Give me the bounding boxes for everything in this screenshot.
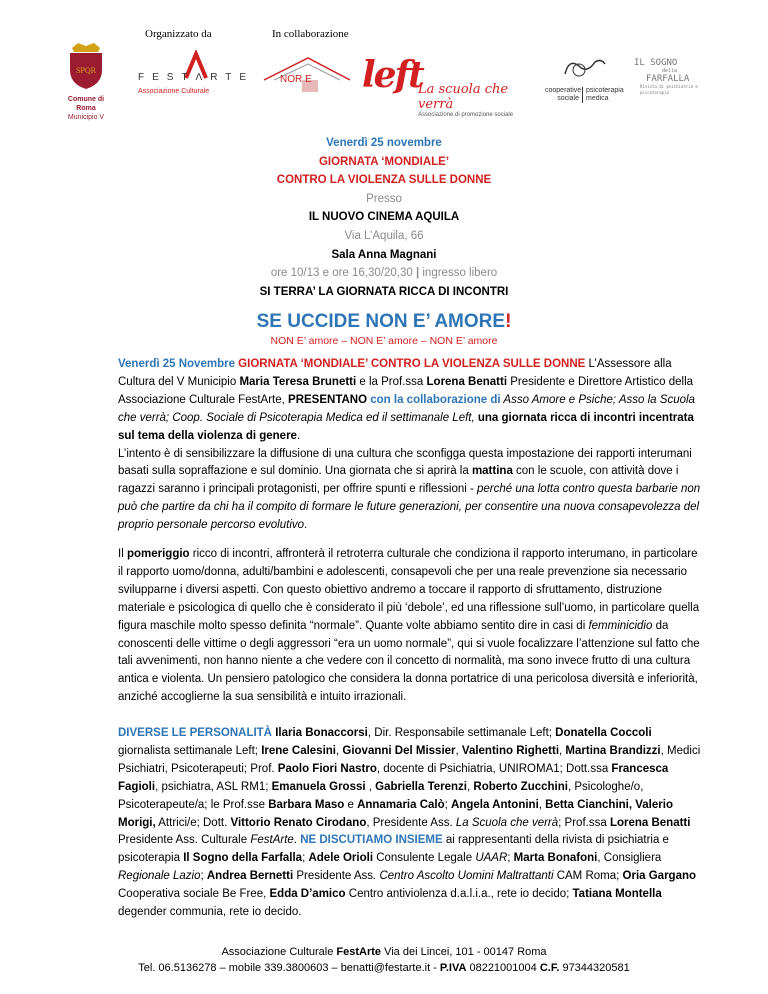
- p2-text: da conoscenti delle vittime o degli aggressori “era un uomo normale”, qui si vuole focalizzare l’attenzione sul fatto che tali avvenimenti, non hanno niente a che vedere con il concetto di normalità, ma sono invece frutto di una cultura antica e violenta. Un pensiero patologico che considera la donna portatrice di una pericolosa diversità e inferiorità, anziché accoglierne la sua sensibilità e intuito irrazionali.: [118, 619, 700, 704]
- p1-collab: con la collaborazione di: [367, 393, 501, 406]
- p3-text: Cooperativa sociale Be Free,: [118, 888, 270, 901]
- event-sep: |: [412, 267, 423, 280]
- footer-address: Via dei Lincei, 101 - 00147 Roma: [381, 946, 547, 958]
- organized-by-label: Organizzato da: [145, 28, 212, 40]
- p3-org: . Centro Ascolto Uomini Maltrattanti: [373, 870, 554, 883]
- p3-text: degender communia, rete io decido.: [118, 906, 302, 919]
- logo-row: [0, 40, 768, 121]
- p1-text: L’intento è di sensibilizzare la diffusione di una cultura che sconfigga questa impostazione dei rapporti interumani basati sulla sopraffazione e sul dominio. Una giornata che si aprirà la: [118, 447, 692, 478]
- p3-text: , psichiatra, ASL RM1;: [155, 780, 272, 793]
- p3-name: Oria Gargano: [622, 870, 697, 883]
- p3-text: CAM Roma;: [553, 870, 623, 883]
- event-hours-line: [0, 264, 768, 283]
- p1-name-benatti: Lorena Benatti: [426, 375, 508, 388]
- p2-femminicidio: femminicidio: [588, 619, 653, 632]
- p3-text: , Psicologhe/o, Psicoterapeute/a; le Prof.sse: [118, 780, 644, 811]
- p3-org: Il Sogno della Farfalla: [183, 852, 303, 865]
- p1-quote: perché una lotta contro questa barbarie non può che partire da chi ha il compito di formare le future generazioni, per consentire una nuova consapevolezza del proprio personale percorso evolutivo: [118, 483, 701, 532]
- rome-shield-icon: [58, 40, 114, 90]
- p3-text: Centro antiviolenza d.a.l.i.a., rete io decido;: [345, 888, 573, 901]
- left-logo: left: [362, 54, 423, 96]
- p3-name: Valentino Righetti: [461, 744, 560, 757]
- event-day-note: SI TERRA’ LA GIORNATA RICCA DI INCONTRI: [259, 285, 509, 298]
- comune-line2: Municipio V: [67, 114, 105, 121]
- p3-org: Regionale Lazio: [118, 870, 201, 883]
- event-headline: [0, 311, 768, 333]
- scuola-logo: [418, 82, 542, 118]
- p1-mattina: mattina: [471, 465, 513, 478]
- footer-piva: 08221001004: [466, 962, 540, 974]
- p3-text: ,: [538, 798, 546, 811]
- p3-name: Donatella Coccoli: [555, 727, 652, 739]
- p3-text: ;: [302, 852, 309, 865]
- event-title-1: GIORNATA ‘MONDIALE’: [318, 155, 450, 168]
- afternoon-paragraph: [118, 546, 702, 707]
- p1-presentano: PRESENTANO: [288, 393, 368, 406]
- p3-text: ;: [444, 798, 452, 811]
- p3-text: e: [344, 798, 358, 811]
- p3-name: Edda D’amico: [269, 888, 346, 901]
- p3-name: Irene Calesini: [261, 744, 336, 757]
- p3-text: ai rappresentanti della rivista di psichiatria e psicoterapia: [118, 834, 669, 865]
- shield-text: SPQR: [75, 66, 97, 75]
- event-venue: IL NUOVO CINEMA AQUILA: [308, 211, 460, 224]
- sogno-line1: IL SOGNO: [634, 58, 678, 68]
- p3-name: Andrea Bernetti: [206, 870, 294, 883]
- nore-logo: [262, 54, 352, 98]
- p3-name: Ilaria Bonaccorsi: [272, 727, 368, 739]
- footer-cf: 97344320581: [559, 962, 630, 974]
- intro-paragraph: [118, 356, 702, 535]
- nore-text: NOR E: [280, 74, 312, 85]
- p3-name: Vittorio Renato Cirodano: [230, 816, 367, 829]
- p3-text: ;: [200, 870, 207, 883]
- sogno-line3: FARFALLA: [646, 74, 690, 84]
- scuola-title: La scuola che verrà: [418, 82, 509, 112]
- p3-text: ,: [467, 780, 474, 793]
- event-date: Venerdì 25 novembre: [326, 137, 442, 149]
- p1-partners: Asso Amore e Psiche; Asso la Scuola che verrà; Coop. Sociale di Psicoterapia Medica ed il settimanale Left,: [118, 393, 695, 424]
- p1-text: L’Assessore alla Cultura del V Municipio: [118, 358, 672, 388]
- p3-name: Betta Cianchini, Valerio Morigi,: [118, 798, 673, 829]
- p3-text: ; Prof.ssa: [558, 816, 610, 829]
- p3-name: Paolo Fiori Nastro: [277, 762, 377, 775]
- p3-text: .: [293, 834, 301, 847]
- event-header: [0, 134, 768, 349]
- p1-date: Venerdì 25 Novembre: [118, 358, 235, 370]
- p3-name: Francesca Fagioli: [118, 762, 669, 793]
- collaboration-label: In collaborazione: [272, 28, 349, 40]
- p3-name: Giovanni Del Missier: [342, 744, 456, 757]
- footer-line-1: [0, 944, 768, 960]
- p3-name: Lorena Benatti: [609, 816, 691, 829]
- event-room: Sala Anna Magnani: [331, 248, 437, 261]
- p3-org: La Scuola che verrà: [455, 816, 559, 829]
- event-presso: Presso: [366, 192, 402, 205]
- footer-line-2: [0, 960, 768, 976]
- p1-title: GIORNATA ‘MONDIALE’ CONTRO LA VIOLENZA SULLE DONNE: [234, 358, 586, 370]
- sogno-line2: della: [662, 68, 678, 74]
- p3-name: Roberto Zucchini: [473, 780, 568, 793]
- event-title-2: CONTRO LA VIOLENZA SULLE DONNE: [276, 174, 492, 187]
- festarte-logo: [138, 50, 255, 95]
- p3-text: ,: [336, 744, 343, 757]
- scuola-sub: Associazione di promozione sociale: [418, 112, 514, 118]
- p3-org: UAAR: [475, 852, 508, 865]
- coop-swirl-icon: [545, 56, 623, 82]
- event-entry: ingresso libero: [422, 267, 498, 280]
- p3-name: Marta Bonafoni: [513, 852, 598, 865]
- event-hours: ore 10/13 e ore 16,30/20,30: [270, 267, 413, 280]
- p3-name: Emanuela Grossi: [271, 780, 366, 793]
- p1-name-brunetti: Maria Teresa Brunetti: [239, 375, 357, 388]
- p3-discuss-heading: NE DISCUTIAMO INSIEME: [300, 834, 443, 847]
- headline-text: SE UCCIDE NON E’ AMORE: [256, 311, 506, 333]
- p3-text: ,: [365, 780, 376, 793]
- p3-name: Martina Brandizzi: [565, 744, 661, 757]
- headline-mark: !: [505, 311, 512, 333]
- p1-text: Presidente e Direttore Artistico della Associazione Culturale FestArte,: [118, 375, 694, 406]
- sogno-sub: Rivista di psichiatria e psicoterapia: [640, 84, 698, 95]
- coop-logo: [545, 56, 623, 103]
- p3-org: FestArte: [250, 834, 294, 847]
- p3-name: Tatiana Montella: [572, 888, 662, 901]
- footer-contacts: Tel. 06.5136278 – mobile 339.3800603 – benatti@festarte.it -: [138, 962, 440, 974]
- p3-text: , Dir. Responsabile settimanale Left;: [367, 727, 556, 739]
- coop-left: cooperative sociale: [545, 87, 582, 102]
- p3-heading: DIVERSE LE PERSONALITÀ: [118, 727, 272, 739]
- p3-text: Presidente Ass: [293, 870, 374, 883]
- speakers-paragraph: [118, 725, 702, 922]
- p3-name: Annamaria Calò: [357, 798, 445, 811]
- p3-text: Consulente Legale: [373, 852, 476, 865]
- p1-text: e la Prof.ssa: [356, 375, 427, 388]
- p3-text: ,: [559, 744, 566, 757]
- p3-text: giornalista settimanale Left;: [118, 744, 262, 757]
- p3-text: , docente di Psichiatria, UNIROMA1; Dott.ssa: [376, 762, 612, 775]
- p3-text: Presidente Ass. Culturale: [118, 834, 251, 847]
- footer-piva-label: P.IVA: [439, 962, 467, 974]
- event-slogan: NON E’ amore – NON E’ amore – NON E’ amore: [270, 335, 498, 348]
- p1-text: con le scuole, con attività dove i ragazzi saranno i principali protagonisti, per offrire spunti e riflessioni -: [118, 465, 679, 496]
- event-address: Via L’Aquila, 66: [344, 229, 424, 242]
- p1-text: .: [304, 519, 308, 532]
- p3-name: Gabriella Terenzi: [375, 780, 467, 793]
- p3-name: Barbara Maso: [268, 798, 345, 811]
- comune-line1: Comune di Roma: [67, 96, 105, 112]
- p3-text: , Medici Psichiatri, Psicoterapeuti; Prof.: [118, 744, 701, 775]
- comune-roma-logo: [58, 40, 114, 122]
- p3-text: ,: [455, 744, 462, 757]
- p3-text: , Presidente Ass.: [366, 816, 456, 829]
- footer-cf-label: C.F.: [539, 962, 560, 974]
- festarte-name: FESTΛRTE: [138, 72, 255, 83]
- coop-right: psicoterapia medica: [586, 87, 624, 102]
- footer: [0, 944, 768, 976]
- footer-text: Associazione Culturale: [221, 946, 337, 958]
- p3-name: Adele Orioli: [308, 852, 374, 865]
- sogno-logo: [634, 58, 708, 96]
- p2-pomeriggio: pomeriggio: [126, 548, 190, 560]
- p3-text: Attrici/e; Dott.: [155, 816, 231, 829]
- p2-text: ricco di incontri, affronterà il retroterra culturale che condiziona il rapporto interumano, in particolare il rapporto uomo/donna, adulti/bambini e adolescenti, consapevoli che per una reale prevenzione sia necessario svilupparne i diversi aspetti. Con questo obiettivo andremo a toccare il rapporto di sfruttamento, distruzione materiale e psicologica di quello che è considerato il più ‘debole’, ed una riflessione sull’uomo, in particolare quella figura maschile molto spesso definita “normale”. Quante volte abbiamo sentito dire in casi di: [118, 548, 700, 632]
- festarte-sub: Associazione Culturale: [138, 88, 210, 95]
- p3-name: Angela Antonini: [451, 798, 539, 811]
- p2-text: Il: [118, 548, 127, 560]
- p1-theme: una giornata ricca di incontri incentrata sul tema della violenza di genere: [118, 411, 694, 442]
- p3-text: ;: [507, 852, 514, 865]
- footer-festarte: FestArte: [336, 946, 382, 958]
- p3-text: , Consigliera: [597, 852, 662, 865]
- p1-text: .: [296, 429, 301, 442]
